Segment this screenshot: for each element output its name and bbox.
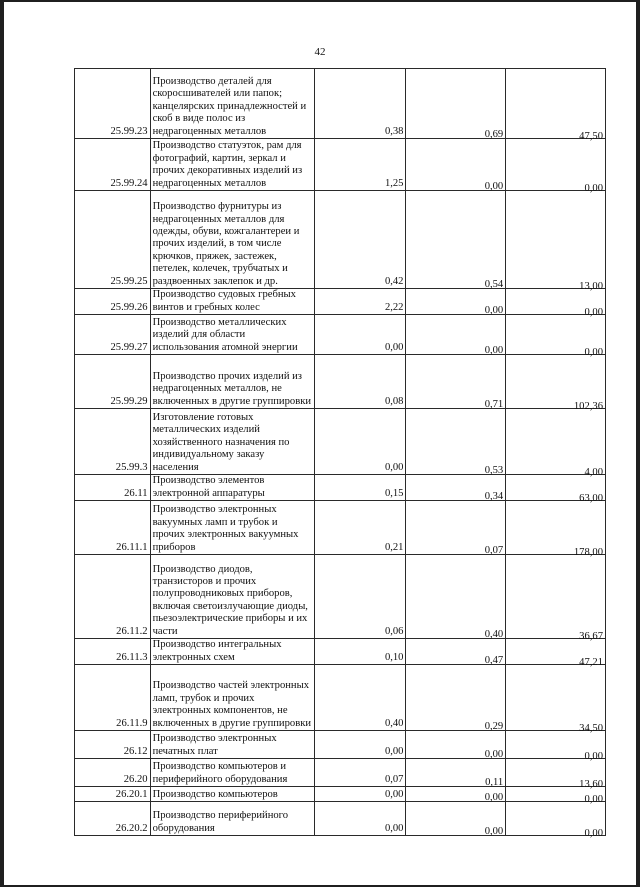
- row-value-1: 0,21: [384, 541, 404, 553]
- table-row: [75, 731, 606, 759]
- row-name: Производство компьютеров: [150, 787, 314, 802]
- row-name: Производство элементов электронной аппаратуры: [150, 475, 314, 501]
- row-value-2: 0,00: [484, 304, 504, 316]
- row-code: 25.99.23: [75, 69, 151, 139]
- row-code: 26.20: [75, 759, 151, 787]
- row-value-1: 0,15: [384, 487, 404, 499]
- row-name: Производство статуэток, рам для фотографий, картин, зеркал и прочих декоративных изделий из недрагоценных металлов: [150, 139, 314, 191]
- row-code: 26.11: [75, 475, 151, 501]
- row-name: Производство деталей для скоросшивателей или папок; канцелярских принадлежностей и скоб в виде полос из недрагоценных металлов: [150, 69, 314, 139]
- row-value-2: 0,00: [484, 825, 504, 837]
- table-row: [75, 191, 606, 289]
- table-row: [75, 69, 606, 139]
- row-value-3: 0,00: [584, 306, 603, 318]
- row-value-1: 0,00: [384, 341, 404, 353]
- row-value-1: 0,42: [384, 275, 404, 287]
- row-value-1: 0,40: [384, 717, 404, 729]
- row-name: Производство прочих изделий из недрагоценных металлов, не включенных в другие группировки: [150, 355, 314, 409]
- row-code: 26.20.1: [75, 787, 151, 802]
- row-value-3: 47,50: [579, 130, 603, 142]
- row-code: 26.11.3: [75, 639, 151, 665]
- row-code: 25.99.25: [75, 191, 151, 289]
- row-value-3: 0,00: [584, 346, 603, 358]
- row-value-2: 0,71: [484, 398, 504, 410]
- row-value-3: 36,67: [579, 630, 603, 642]
- table-row: [75, 787, 606, 802]
- row-value-1: 0,00: [384, 745, 404, 757]
- row-value-2: 0,00: [484, 748, 504, 760]
- row-code: 26.11.9: [75, 665, 151, 731]
- row-name: Производство частей электронных ламп, трубок и прочих электронных компонентов, не включенных в другие группировки: [150, 665, 314, 731]
- row-name: Производство судовых гребных винтов и гребных колес: [150, 289, 314, 315]
- row-name: Производство фурнитуры из недрагоценных металлов для одежды, обуви, кожгалантереи и прочих изделий, в том числе крючков, пряжек, застежек, петелек, колечек, трубчатых и раздвоенных заклепок и др.: [150, 191, 314, 289]
- row-value-1: 0,06: [384, 625, 404, 637]
- row-value-2: 0,47: [484, 654, 504, 666]
- row-value-1: 0,00: [384, 788, 404, 800]
- row-value-3: 63,00: [579, 492, 603, 504]
- row-value-3: 0,00: [584, 827, 603, 839]
- row-value-1: 0,07: [384, 773, 404, 785]
- row-value-2: 0,54: [484, 278, 504, 290]
- row-value-2: 0,00: [484, 791, 504, 803]
- row-value-2: 0,53: [484, 464, 504, 476]
- row-value-3: 102,36: [573, 400, 603, 412]
- table-row: [75, 289, 606, 315]
- row-value-1: 2,22: [384, 301, 404, 313]
- row-value-2: 0,11: [485, 776, 504, 788]
- table-row: [75, 802, 606, 836]
- row-code: 26.12: [75, 731, 151, 759]
- page-number: 42: [314, 46, 326, 58]
- row-value-2: 0,00: [484, 344, 504, 356]
- table-row: [75, 475, 606, 501]
- row-name: Производство диодов, транзисторов и прочих полупроводниковых приборов, включая светоизлучающие диоды, пьезоэлектрические приборы и их части: [150, 555, 314, 639]
- table-row: [75, 501, 606, 555]
- row-name: Производство интегральных электронных схем: [150, 639, 314, 665]
- row-value-3: 13,00: [579, 280, 603, 292]
- row-value-3: 34,50: [579, 722, 603, 734]
- row-value-3: 47,21: [579, 656, 603, 668]
- row-code: 25.99.27: [75, 315, 151, 355]
- row-value-2: 0,00: [484, 180, 504, 192]
- table-row: [75, 355, 606, 409]
- row-value-3: 13,60: [579, 778, 603, 790]
- row-value-3: 0,00: [584, 750, 603, 762]
- row-value-2: 0,40: [484, 628, 504, 640]
- row-code: 26.11.1: [75, 501, 151, 555]
- row-value-3: 178,00: [573, 546, 603, 558]
- row-code: 25.99.24: [75, 139, 151, 191]
- row-code: 26.11.2: [75, 555, 151, 639]
- row-name: Производство компьютеров и периферийного оборудования: [150, 759, 314, 787]
- row-name: Изготовление готовых металлических изделий хозяйственного назначения по индивидуальному заказу населения: [150, 409, 314, 475]
- row-value-1: 0,00: [384, 822, 404, 834]
- data-table: [74, 68, 606, 839]
- row-value-1: 0,38: [384, 125, 404, 137]
- row-value-1: 1,25: [384, 177, 404, 189]
- row-value-1: 0,00: [384, 461, 404, 473]
- row-code: 25.99.29: [75, 355, 151, 409]
- row-value-2: 0,07: [484, 544, 504, 556]
- row-value-3: 0,00: [584, 182, 603, 194]
- table-row: [75, 759, 606, 787]
- row-name: Производство металлических изделий для области использования атомной энергии: [150, 315, 314, 355]
- row-code: 26.20.2: [75, 802, 151, 836]
- row-value-3: 0,00: [584, 793, 603, 805]
- row-name: Производство периферийного оборудования: [150, 802, 314, 836]
- row-name: Производство электронных вакуумных ламп и трубок и прочих электронных вакуумных приборов: [150, 501, 314, 555]
- table-row: [75, 315, 606, 355]
- row-name: Производство электронных печатных плат: [150, 731, 314, 759]
- document-page: [4, 2, 636, 885]
- table-row: [75, 555, 606, 639]
- table-row: [75, 665, 606, 731]
- table-row: [75, 409, 606, 475]
- row-value-2: 0,69: [484, 128, 504, 140]
- row-value-1: 0,08: [384, 395, 404, 407]
- row-code: 25.99.3: [75, 409, 151, 475]
- row-code: 25.99.26: [75, 289, 151, 315]
- row-value-2: 0,34: [484, 490, 504, 502]
- table-row: [75, 639, 606, 665]
- table-row: [75, 139, 606, 191]
- row-value-1: 0,10: [384, 651, 404, 663]
- row-value-2: 0,29: [484, 720, 504, 732]
- row-value-3: 4,00: [584, 466, 603, 478]
